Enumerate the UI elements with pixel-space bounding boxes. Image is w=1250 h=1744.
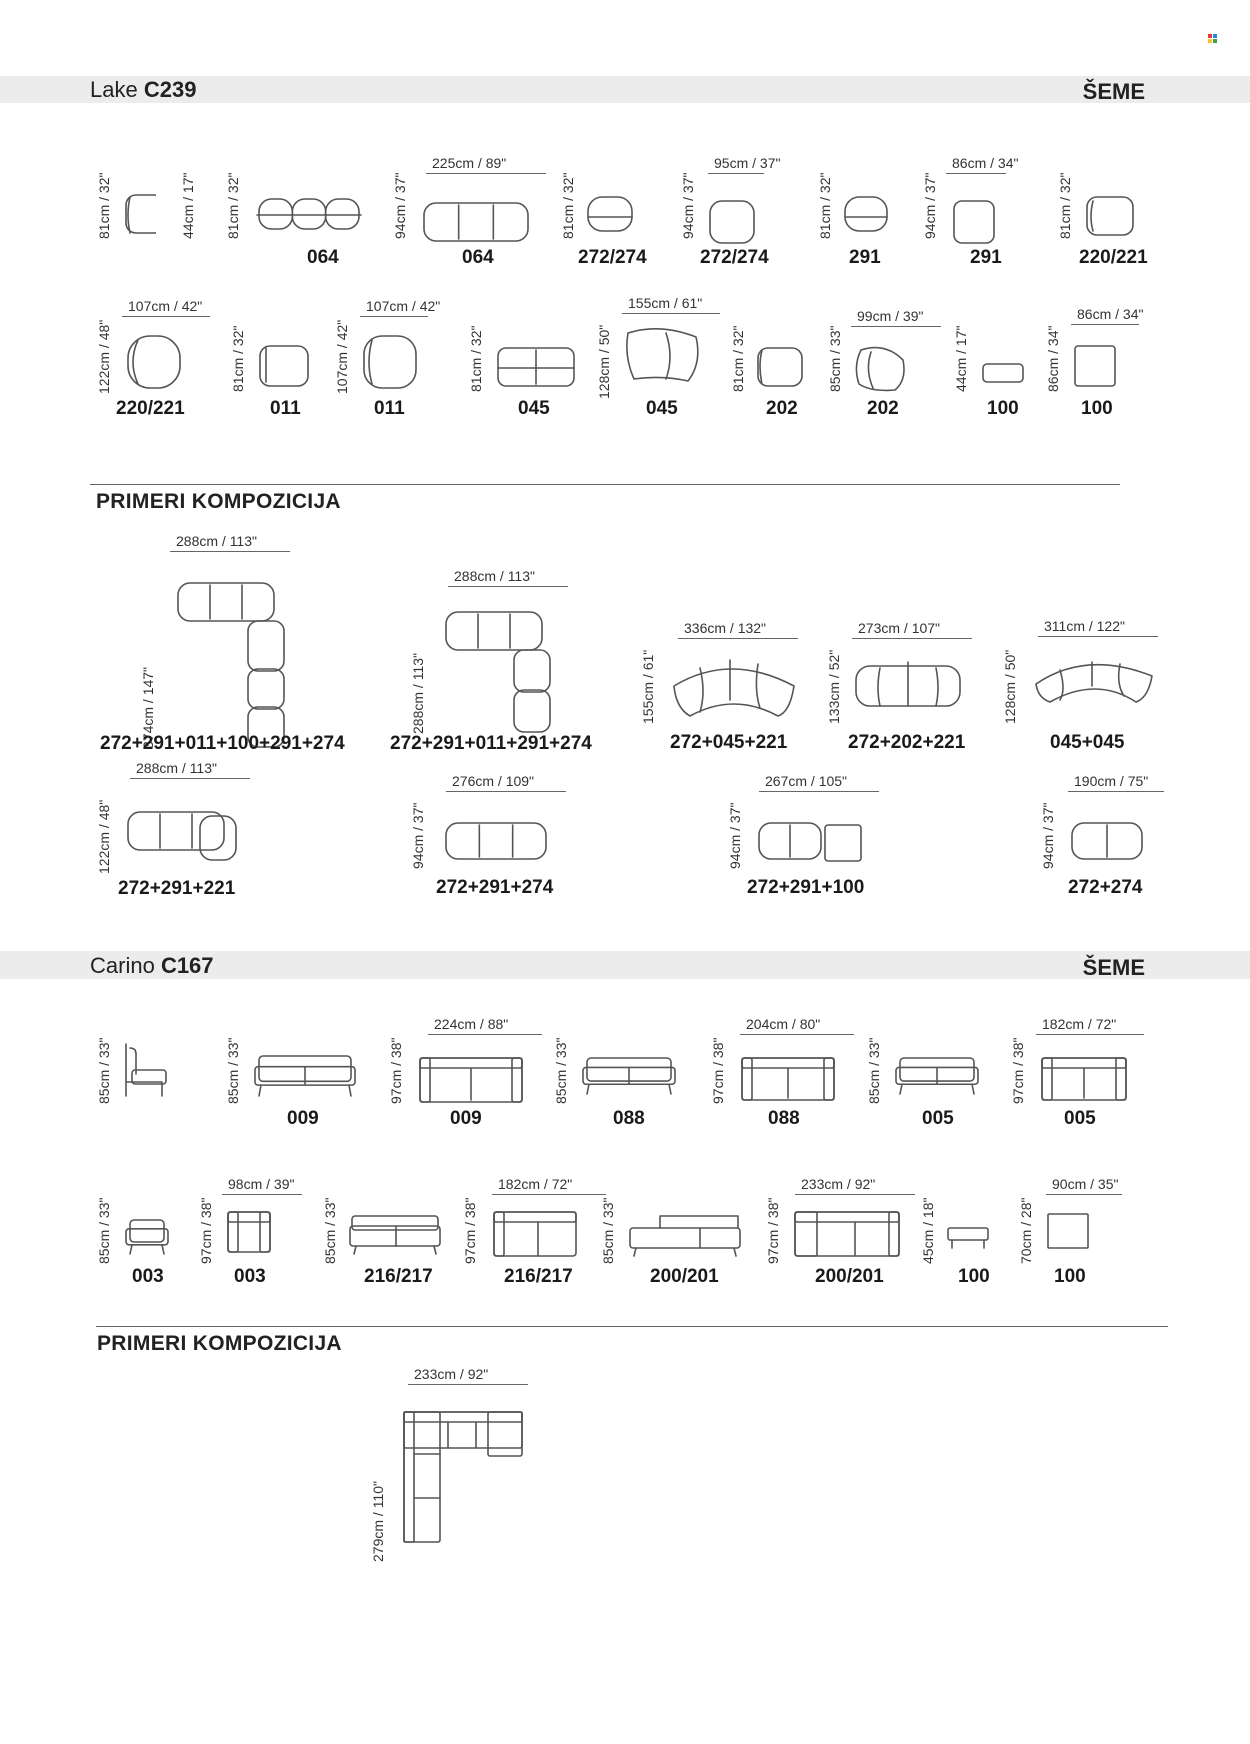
width-dimension-line [851,326,941,327]
width-dimension-line [678,638,798,639]
sofa-diagram [710,1030,850,1115]
model-code: 291 [970,247,1002,268]
height-value: 81cm / 32" [225,172,241,239]
carino-name: Carino [90,953,155,978]
height-value: 85cm / 33" [827,325,843,392]
model-code: 291 [849,247,881,268]
sofa-diagram [370,1378,550,1573]
model-code: 009 [287,1108,319,1129]
lake-examples-title: PRIMERI KOMPOZICIJA [96,490,341,513]
sofa-diagram [230,318,310,403]
model-code: 272+045+221 [670,732,788,753]
width-label: 107cm / 42" [366,298,441,314]
sofa-diagram [1045,318,1135,403]
sofa-diagram [817,165,897,250]
model-code: 100 [1081,398,1113,419]
sofa-diagram [1018,1190,1118,1275]
width-dimension-line [130,778,250,779]
sofa-diagram [392,165,542,250]
width-label: 311cm / 122" [1044,618,1125,634]
model-code: 064 [307,247,339,268]
model-code: 003 [132,1266,164,1287]
model-code: 045 [646,398,678,419]
sofa-diagram [866,1030,996,1115]
width-dimension-line [708,173,764,174]
model-code: 272+202+221 [848,732,966,753]
sofa-diagram [1040,785,1160,880]
sofa-diagram [826,630,986,735]
model-code: 045+045 [1050,732,1125,753]
height-value: 97cm / 38" [710,1037,726,1104]
sofa-diagram [198,1190,298,1275]
width-dimension-line [360,316,428,317]
sofa-diagram [922,165,1002,250]
sofa-diagram [596,305,716,410]
sofa-diagram [640,630,820,735]
width-label: 95cm / 37" [714,155,781,171]
sofa-diagram [680,165,760,250]
sofa-diagram [96,1030,196,1115]
width-label: 336cm / 132" [684,620,767,636]
width-label: 204cm / 80" [746,1016,821,1032]
model-code: 272+291+011+291+274 [390,733,592,754]
model-code: 272+291+100 [747,877,865,898]
height-value: 128cm / 50" [596,324,612,399]
model-code: 100 [1054,1266,1086,1287]
sofa-diagram [1010,1030,1140,1115]
width-label: 233cm / 92" [801,1176,876,1192]
sofa-diagram [560,165,640,250]
height-value: 85cm / 33" [225,1037,241,1104]
width-dimension-line [408,1384,528,1385]
model-code: 272+291+274 [436,877,554,898]
model-code: 088 [613,1108,645,1129]
width-dimension-line [1038,636,1158,637]
height-value: 85cm / 33" [322,1197,338,1264]
model-code: 045 [518,398,550,419]
height-value: 85cm / 33" [96,1197,112,1264]
width-label: 288cm / 113" [454,568,535,584]
height-value: 155cm / 61" [640,649,656,724]
width-label: 155cm / 61" [628,295,703,311]
height-value: 97cm / 38" [462,1197,478,1264]
carino-title [90,953,214,979]
model-code: 202 [867,398,899,419]
sofa-diagram [140,545,340,760]
width-dimension-line [1071,324,1139,325]
model-code: 100 [987,398,1019,419]
width-dimension-line [1036,1034,1144,1035]
height-value: 81cm / 32" [468,325,484,392]
height-value: 128cm / 50" [1002,649,1018,724]
model-code: 272+291+221 [118,878,236,899]
width-label: 98cm / 39" [228,1176,295,1192]
height-value: 85cm / 33" [553,1037,569,1104]
height-value: 70cm / 28" [1018,1197,1034,1264]
sofa-diagram [600,1190,760,1275]
height-value: 85cm / 33" [600,1197,616,1264]
lake-model: C239 [143,77,197,102]
model-code: 272+291+011+100+291+274 [100,733,345,754]
model-code: 011 [270,398,301,419]
height-value: 122cm / 48" [96,319,112,394]
height-value: 81cm / 32" [730,325,746,392]
width-dimension-line [946,173,1006,174]
sofa-diagram [827,318,937,403]
width-dimension-line [170,551,290,552]
width-label: 90cm / 35" [1052,1176,1119,1192]
height-value: 94cm / 37" [922,172,938,239]
model-code: 216/217 [504,1266,573,1287]
width-label: 182cm / 72" [1042,1016,1117,1032]
model-code: 009 [450,1108,482,1129]
width-label: 107cm / 42" [128,298,203,314]
carino-examples-title: PRIMERI KOMPOZICIJA [97,1332,342,1355]
height-value: 122cm / 48" [96,799,112,874]
width-dimension-line [740,1034,854,1035]
sofa-diagram [322,1190,462,1275]
width-label: 276cm / 109" [452,773,535,789]
width-dimension-line [1046,1194,1122,1195]
sofa-diagram [96,310,206,405]
height-value: 97cm / 38" [198,1197,214,1264]
height-value: 81cm / 32" [1057,172,1073,239]
sofa-diagram [225,1030,365,1115]
width-dimension-line [428,1034,542,1035]
carino-divider [96,1326,1168,1327]
height-value: 44cm / 17" [180,172,196,239]
height-value: 81cm / 32" [560,172,576,239]
sofa-diagram [388,1030,538,1115]
model-code: 100 [958,1266,990,1287]
height-value: 81cm / 32" [230,325,246,392]
width-dimension-line [222,1194,302,1195]
lake-name: Lake [90,77,138,102]
width-label: 288cm / 113" [136,760,217,776]
width-dimension-line [446,791,566,792]
width-dimension-line [1068,791,1164,792]
width-label: 273cm / 107" [858,620,941,636]
width-label: 190cm / 75" [1074,773,1149,789]
width-dimension-line [795,1194,915,1195]
width-dimension-line [759,791,879,792]
brand-logo-icon [1208,34,1218,44]
lake-scheme-label: ŠEME [1082,79,1145,104]
model-code: 220/221 [1079,247,1148,268]
sofa-diagram [553,1030,693,1115]
model-code: 272+274 [1068,877,1143,898]
sofa-diagram [727,785,887,880]
carino-model: C167 [160,953,214,978]
sofa-diagram [765,1190,945,1275]
width-dimension-line [492,1194,606,1195]
width-label: 182cm / 72" [498,1176,573,1192]
width-dimension-line [122,316,210,317]
width-label: 99cm / 39" [857,308,924,324]
height-value: 107cm / 42" [334,319,350,394]
height-value: 94cm / 37" [410,802,426,869]
carino-scheme-label: ŠEME [1082,955,1145,980]
width-label: 267cm / 105" [765,773,848,789]
height-value: 94cm / 37" [680,172,696,239]
sofa-diagram [1057,165,1137,250]
model-code: 005 [922,1108,954,1129]
height-value: 45cm / 18" [920,1197,936,1264]
width-dimension-line [448,586,568,587]
model-code: 003 [234,1266,266,1287]
height-value: 97cm / 38" [1010,1037,1026,1104]
lake-header-band [0,76,1250,103]
sofa-diagram [410,785,570,880]
height-value: 94cm / 37" [392,172,408,239]
width-dimension-line [852,638,972,639]
sofa-diagram [1002,630,1172,735]
model-code: 272/274 [700,247,769,268]
sofa-diagram [96,165,156,250]
height-value: 86cm / 34" [1045,325,1061,392]
model-code: 064 [462,247,494,268]
width-label: 233cm / 92" [414,1366,489,1382]
lake-title [90,77,196,103]
sofa-diagram [468,318,578,403]
height-value: 279cm / 110" [370,1481,386,1562]
model-code: 202 [766,398,798,419]
model-code: 220/221 [116,398,185,419]
sofa-diagram [462,1190,602,1275]
width-label: 225cm / 89" [432,155,507,171]
sofa-diagram [730,318,810,403]
height-value: 288cm / 113" [410,653,426,734]
height-value: 133cm / 52" [826,649,842,724]
model-code: 216/217 [364,1266,433,1287]
width-label: 86cm / 34" [952,155,1019,171]
width-dimension-line [426,173,546,174]
sofa-diagram [334,310,424,405]
sofa-diagram [920,1190,1010,1275]
height-value: 94cm / 37" [1040,802,1056,869]
height-value: 374cm / 147" [140,666,156,749]
model-code: 011 [374,398,405,419]
model-code: 088 [768,1108,800,1129]
lake-divider [90,484,1120,485]
height-value: 44cm / 17" [953,325,969,392]
carino-header-band [0,951,1250,979]
model-code: 005 [1064,1108,1096,1129]
sofa-diagram [96,1190,196,1275]
width-label: 224cm / 88" [434,1016,509,1032]
width-label: 288cm / 113" [176,533,257,549]
sofa-diagram [225,165,365,250]
height-value: 97cm / 38" [765,1197,781,1264]
model-code: 200/201 [815,1266,884,1287]
height-value: 94cm / 37" [727,802,743,869]
height-value: 85cm / 33" [866,1037,882,1104]
width-label: 86cm / 34" [1077,306,1144,322]
height-value: 85cm / 33" [96,1037,112,1104]
sofa-diagram [96,770,256,885]
sofa-diagram [410,580,590,745]
model-code: 200/201 [650,1266,719,1287]
height-value: 81cm / 32" [96,172,112,239]
model-code: 272/274 [578,247,647,268]
width-dimension-line [622,313,720,314]
height-value: 97cm / 38" [388,1037,404,1104]
height-value: 81cm / 32" [817,172,833,239]
sofa-diagram [953,318,1033,403]
